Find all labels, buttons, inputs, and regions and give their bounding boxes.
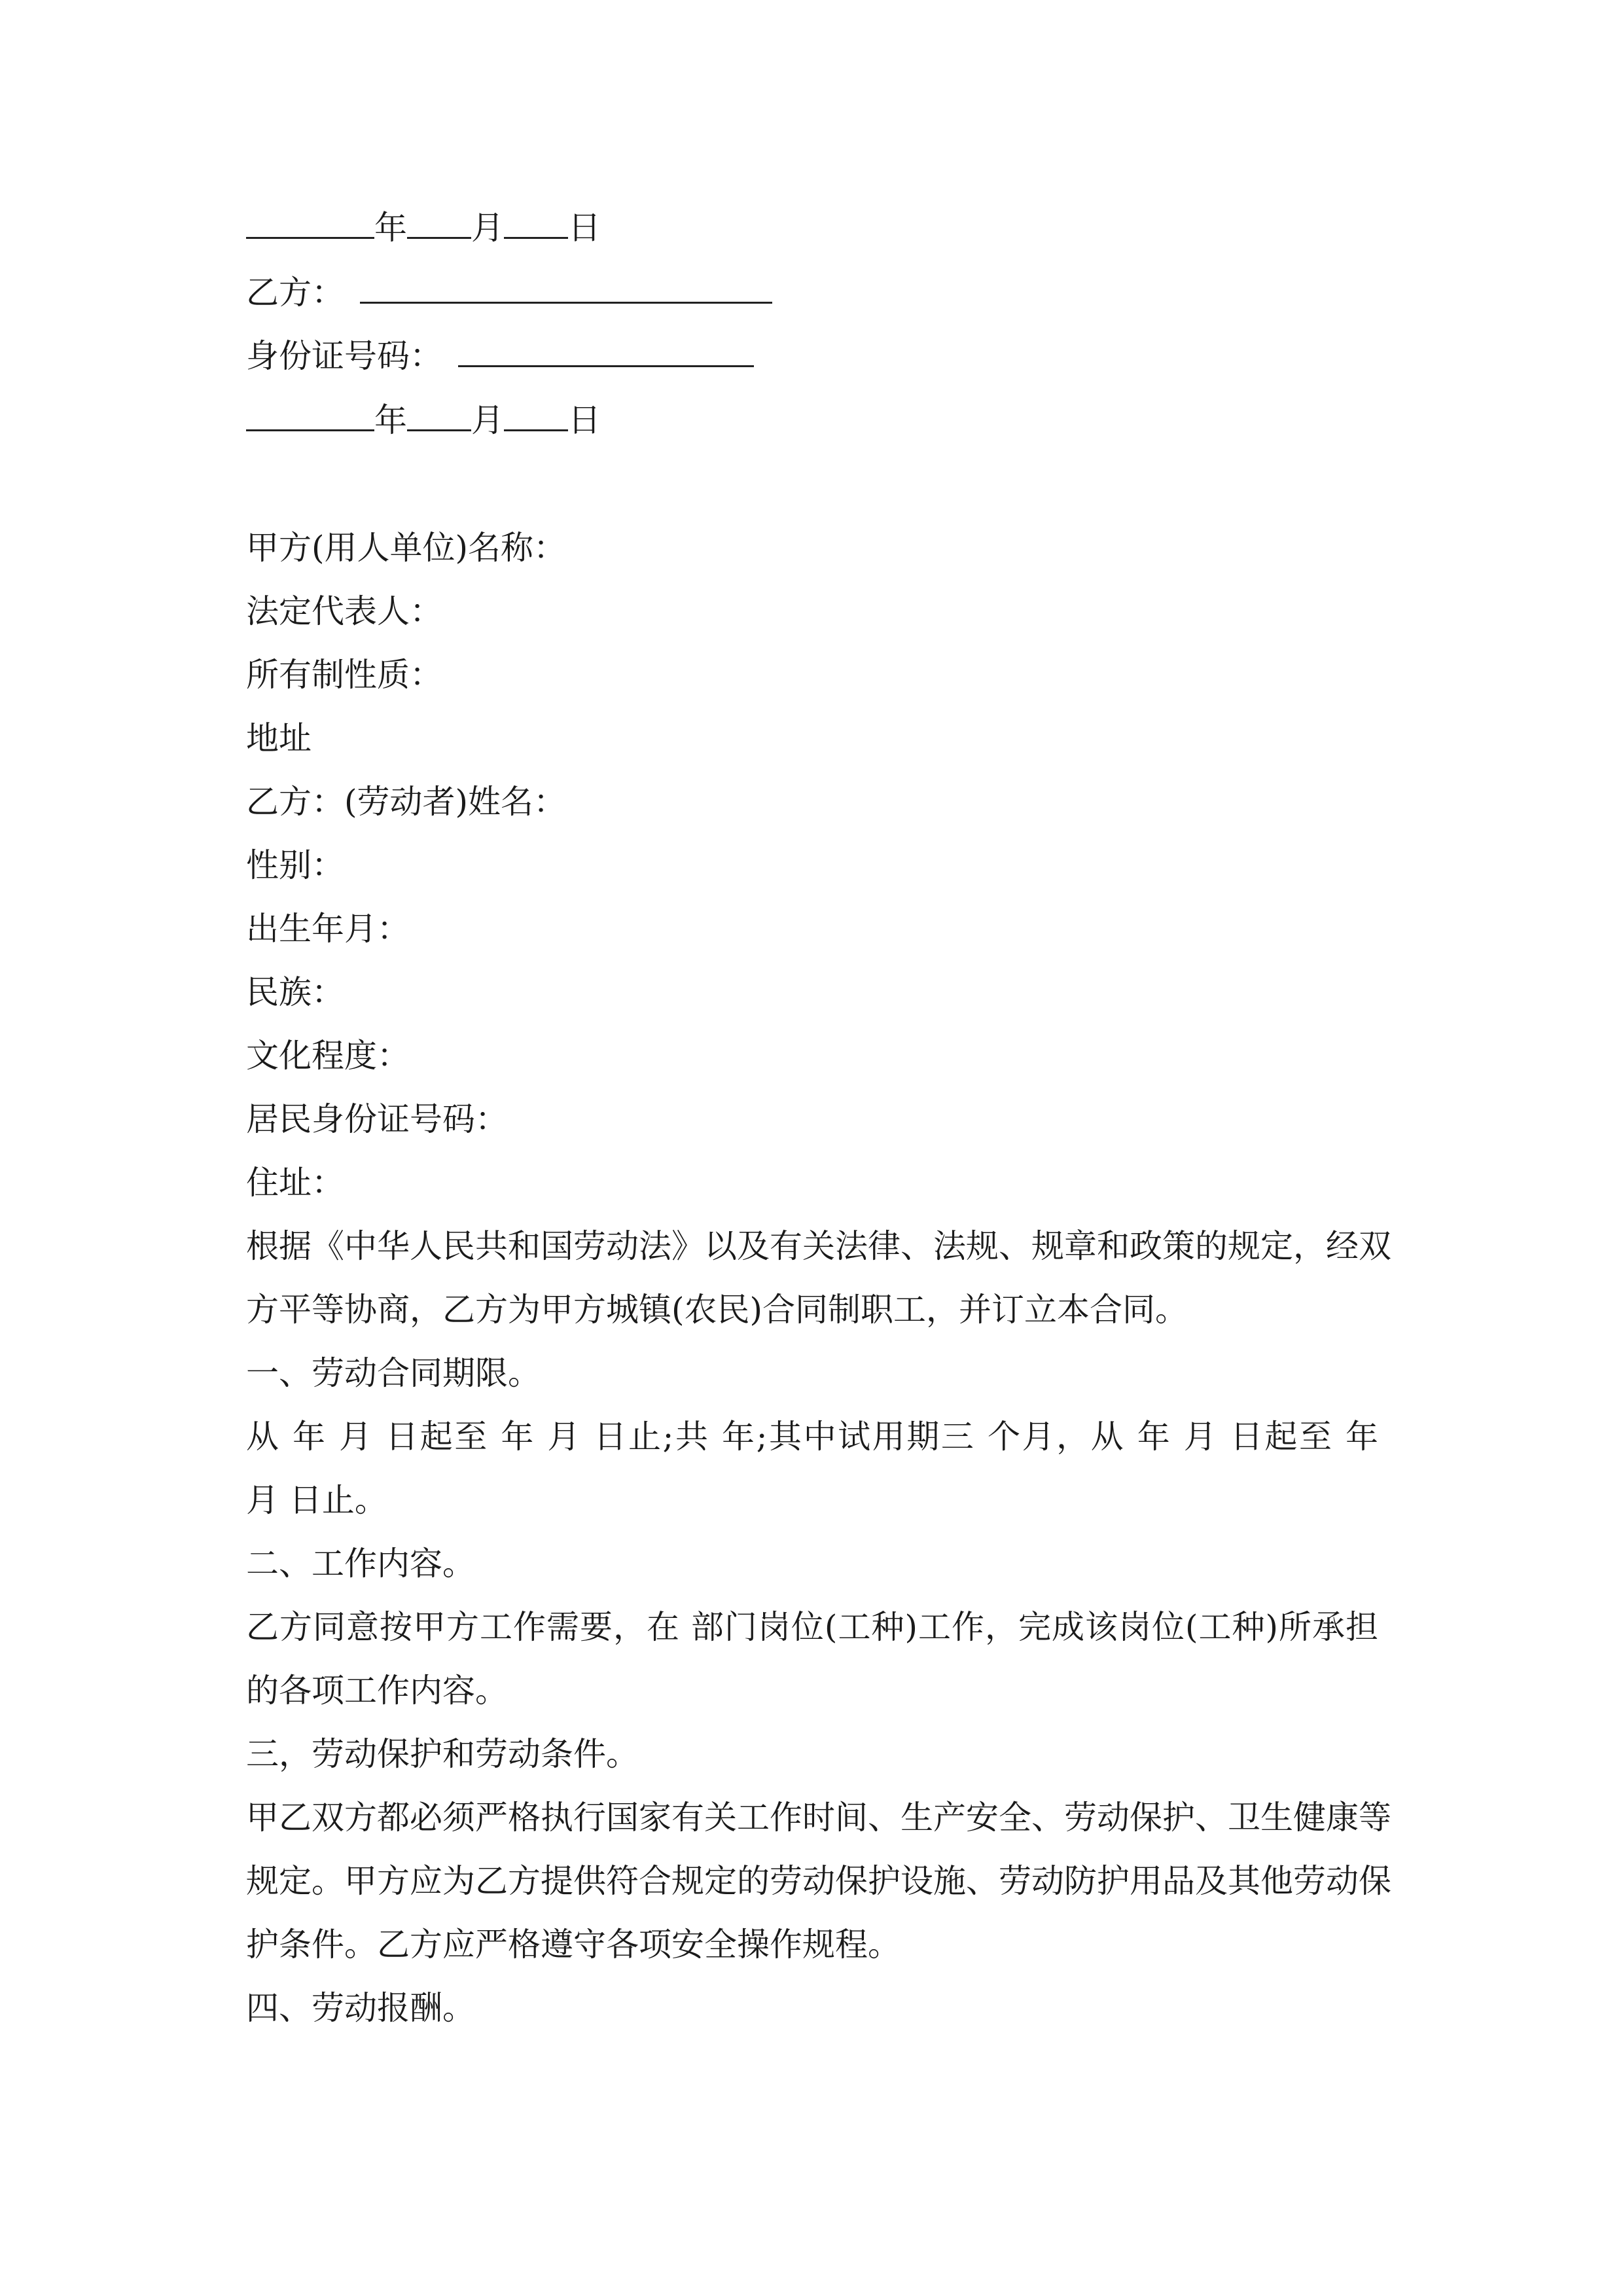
year-unit: 年	[374, 401, 407, 439]
day-unit: 日	[568, 401, 601, 439]
field-worker-name: 乙方：(劳动者)姓名：	[246, 783, 567, 821]
field-employer-name: 甲方(用人单位)名称：	[246, 529, 567, 567]
section-work-heading: 二、工作内容。	[246, 1545, 475, 1583]
section-protection-line-2: 规定。甲方应为乙方提供符合规定的劳动保护设施、劳动防护用品及其他劳动保	[246, 1862, 1391, 1900]
month-blank	[407, 208, 471, 239]
field-gender: 性别：	[246, 846, 344, 884]
section-protection-heading: 三，劳动保护和劳动条件。	[246, 1735, 639, 1773]
field-ethnicity: 民族：	[246, 973, 344, 1011]
field-address: 地址	[246, 719, 312, 757]
preamble-line-2: 方平等协商，乙方为甲方城镇(农民)合同制职工，并订立本合同。	[246, 1291, 1188, 1329]
year-unit: 年	[374, 209, 407, 247]
field-education: 文化程度：	[246, 1037, 410, 1075]
section-protection-line-3: 护条件。乙方应严格遵守各项安全操作规程。	[246, 1926, 901, 1964]
section-work-line-1: 乙方同意按甲方工作需要，在 部门岗位(工种)工作，完成该岗位(工种)所承担	[246, 1608, 1378, 1646]
day-blank	[504, 401, 568, 431]
field-ownership: 所有制性质：	[246, 656, 442, 694]
section-protection-line-1: 甲乙双方都必须严格执行国家有关工作时间、生产安全、劳动保护、卫生健康等	[246, 1799, 1391, 1837]
field-residence: 住址：	[246, 1164, 344, 1202]
section-term-line-2: 月 日止。	[246, 1481, 387, 1519]
field-resident-id: 居民身份证号码：	[246, 1100, 508, 1138]
section-pay-heading: 四、劳动报酬。	[246, 1989, 475, 2027]
id-number-blank	[458, 336, 754, 367]
section-term-line-1: 从 年 月 日起至 年 月 日止;共 年;其中试用期三 个月，从 年 月 日起至 年	[246, 1418, 1378, 1456]
party-b-label: 乙方：	[246, 274, 344, 312]
party-b-signature-line	[246, 273, 1378, 312]
date-line-1	[246, 208, 1378, 247]
day-unit: 日	[568, 209, 601, 247]
id-number-label: 身份证号码：	[246, 337, 442, 375]
field-birth-date: 出生年月：	[246, 910, 410, 948]
day-blank	[504, 208, 568, 239]
date-line-2	[246, 401, 1378, 440]
month-unit: 月	[471, 209, 504, 247]
party-b-blank	[360, 273, 772, 304]
month-blank	[407, 401, 471, 431]
year-blank	[246, 401, 374, 431]
month-unit: 月	[471, 401, 504, 439]
id-number-line	[246, 336, 1378, 376]
year-blank	[246, 208, 374, 239]
section-term-heading: 一、劳动合同期限。	[246, 1354, 541, 1392]
section-work-line-2: 的各项工作内容。	[246, 1672, 508, 1710]
preamble-line-1: 根据《中华人民共和国劳动法》以及有关法律、法规、规章和政策的规定，经双	[246, 1227, 1391, 1265]
field-legal-representative: 法定代表人：	[246, 592, 442, 630]
